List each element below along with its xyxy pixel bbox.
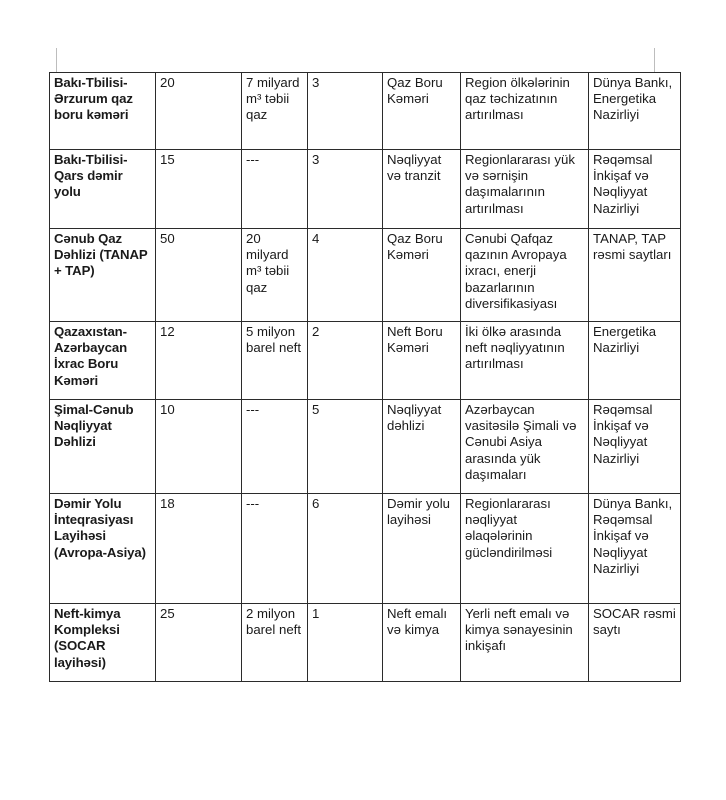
project-name-cell: Bakı-Tbilisi-Qars dəmir yolu <box>50 150 156 229</box>
type-cell: Neft emalı və kimya <box>383 604 461 682</box>
project-name-cell: Cənub Qaz Dəhlizi (TANAP + TAP) <box>50 229 156 322</box>
type-cell: Nəqliyyat və tranzit <box>383 150 461 229</box>
cost-cell: 25 <box>156 604 242 682</box>
cost-cell: 12 <box>156 322 242 400</box>
capacity-cell: 2 milyon barel neft <box>242 604 308 682</box>
capacity-cell: 5 milyon barel neft <box>242 322 308 400</box>
table-row <box>50 322 681 400</box>
projects-table <box>49 72 681 682</box>
count-cell: 4 <box>308 229 383 322</box>
source-cell: Dünya Bankı, Rəqəmsal İnkişaf və Nəqliyyat Nazirliyi <box>589 494 681 604</box>
table-row <box>50 494 681 604</box>
type-cell: Dəmir yolu layihəsi <box>383 494 461 604</box>
source-cell: SOCAR rəsmi saytı <box>589 604 681 682</box>
cost-cell: 18 <box>156 494 242 604</box>
cost-cell: 10 <box>156 400 242 494</box>
type-cell: Neft Boru Kəməri <box>383 322 461 400</box>
cost-cell: 20 <box>156 73 242 150</box>
cost-cell: 15 <box>156 150 242 229</box>
table-row <box>50 150 681 229</box>
project-name-cell: Qazaxıstan-Azərbaycan İxrac Boru Kəməri <box>50 322 156 400</box>
cost-cell: 50 <box>156 229 242 322</box>
source-cell: Rəqəmsal İnkişaf və Nəqliyyat Nazirliyi <box>589 400 681 494</box>
count-cell: 6 <box>308 494 383 604</box>
count-cell: 1 <box>308 604 383 682</box>
goal-cell: Regionlararası yük və sərnişin daşımalarının artırılması <box>461 150 589 229</box>
source-cell: Rəqəmsal İnkişaf və Nəqliyyat Nazirliyi <box>589 150 681 229</box>
type-cell: Nəqliyyat dəhlizi <box>383 400 461 494</box>
count-cell: 3 <box>308 150 383 229</box>
page-margin-mark-left <box>56 48 57 72</box>
goal-cell: Regionlararası nəqliyyat əlaqələrinin gücləndirilməsi <box>461 494 589 604</box>
capacity-cell: --- <box>242 150 308 229</box>
table-row <box>50 73 681 150</box>
table-row <box>50 229 681 322</box>
project-name-cell: Bakı-Tbilisi-Ərzurum qaz boru kəməri <box>50 73 156 150</box>
goal-cell: Region ölkələrinin qaz təchizatının artırılması <box>461 73 589 150</box>
source-cell: Energetika Nazirliyi <box>589 322 681 400</box>
goal-cell: Cənubi Qafqaz qazının Avropaya ixracı, enerji bazarlarının diversifikasiyası <box>461 229 589 322</box>
source-cell: Dünya Bankı, Energetika Nazirliyi <box>589 73 681 150</box>
table-row <box>50 604 681 682</box>
table-row <box>50 400 681 494</box>
type-cell: Qaz Boru Kəməri <box>383 73 461 150</box>
project-name-cell: Dəmir Yolu İnteqrasiyası Layihəsi (Avropa-Asiya) <box>50 494 156 604</box>
goal-cell: Yerli neft emalı və kimya sənayesinin inkişafı <box>461 604 589 682</box>
count-cell: 2 <box>308 322 383 400</box>
goal-cell: Azərbaycan vasitəsilə Şimali və Cənubi Asiya arasında yük daşımaları <box>461 400 589 494</box>
capacity-cell: 20 milyard m³ təbii qaz <box>242 229 308 322</box>
count-cell: 3 <box>308 73 383 150</box>
capacity-cell: --- <box>242 400 308 494</box>
project-name-cell: Neft-kimya Kompleksi (SOCAR layihəsi) <box>50 604 156 682</box>
goal-cell: İki ölkə arasında neft nəqliyyatının artırılması <box>461 322 589 400</box>
capacity-cell: 7 milyard m³ təbii qaz <box>242 73 308 150</box>
type-cell: Qaz Boru Kəməri <box>383 229 461 322</box>
project-name-cell: Şimal-Cənub Nəqliyyat Dəhlizi <box>50 400 156 494</box>
capacity-cell: --- <box>242 494 308 604</box>
count-cell: 5 <box>308 400 383 494</box>
source-cell: TANAP, TAP rəsmi saytları <box>589 229 681 322</box>
page-margin-mark-right <box>654 48 655 72</box>
